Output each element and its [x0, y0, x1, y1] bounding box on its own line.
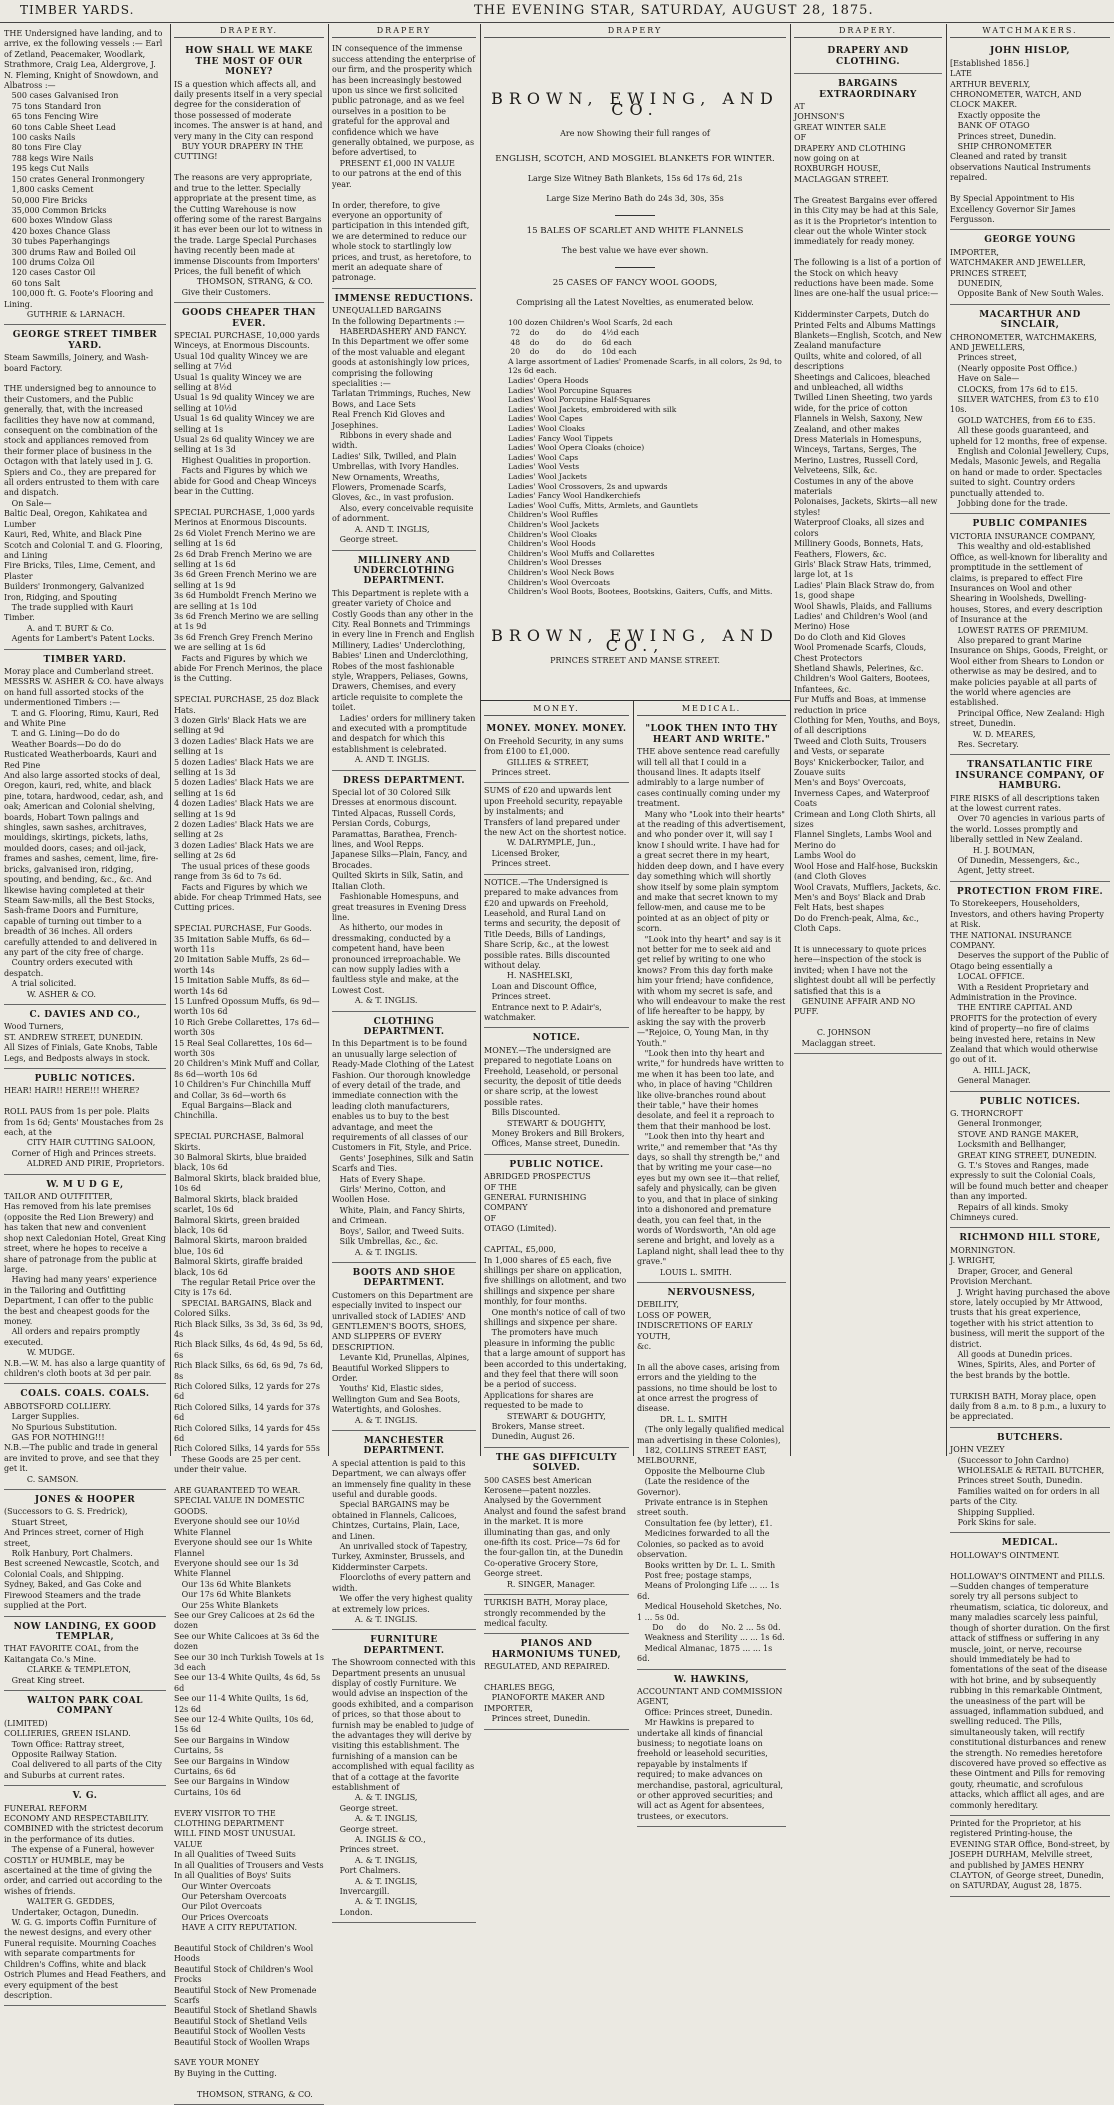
column-watchmakers	[950, 26, 1113, 1891]
advertisement	[637, 1283, 786, 1670]
advertisement-body: NOTICE.—The Undersigned is prepared to make advances from £20 and upwards on Freehold, Leasehold, and Rural Land on terms and security, the deposit of Title Deeds, Bills of Landings, Share Scrip, &c., at the lowest possible rates. Bills discounted without delay. H. NASHELSKI, Loan and Discount Office, Princes street. Entrance next to P. Adair's, watchmaker.	[484, 877, 620, 1022]
masthead	[0, 0, 1114, 23]
advertisement-body: (Successors to G. S. Fredrick), Stuart Street, And Princes street, corner of High street, Rolk Hanbury, Port Chalmers. Best screened Newcastle, Scotch, and Colonial Coals, and Shipping. Sydney, Baked, and Gas Coke and Firewood Steamers and the trade supplied at the Port.	[4, 1507, 160, 1611]
advertisement	[332, 41, 476, 288]
advertisement-title: MEDICAL.	[1001, 1538, 1059, 1549]
advertisement-title: DRESS DEPARTMENT.	[342, 775, 466, 786]
advertisement-body: This Department is replete with a greater variety of Choice and Costly Goods than any other in the City. Real Bonnets and Trimmings in every line in French and English Millinery, Ladies' Underclothing, Babies' Linen and Underclothing, Robes of the most fashionable style, Wrappers, Peliases, Gowns, Drawers, Chemises, and every article requisite to complete the toilet. Ladies' orders for millinery taken and executed with a promptitude and despatch for which this establishment is celebrated. A. AND T. INGLIS.	[332, 588, 476, 765]
advertisement-body: HOLLOWAY'S OINTMENT. HOLLOWAY'S OINTMENT and PILLS. —Sudden changes of temperature sorely try all persons subject to rheumatism, sciatica, tic doloreux, and many maladies scarcely less painful, though of shorter duration. On the first attack of stiffness or suffering in any muscle, joint, or nerve, recourse should immediately be had to fomentations of the seat of the disease with hot brine, and by subsequently rubbing in this remarkable Ointment, the uneasiness of the part will be assuaged, inflammation subdued, and swelling reduced. The Pills, simultaneously taken, will rectify constitutional disturbances and renew the strength. No remedies heretofore discovered have proved so effective as these Ointment and Pills for removing gouty, rheumatic, and scrofulous attacks, which afflict all ages, and are commonly hereditary.	[950, 1550, 1110, 1810]
advertisement-body: REGULATED, AND REPAIRED. CHARLES BEGG, PIANOFORTE MAKER AND IMPORTER, Princes street, Dunedin.	[484, 1662, 610, 1724]
column-drapery-inglis	[332, 26, 476, 1917]
advertisement-title: MANCHESTER DEPARTMENT.	[363, 1436, 445, 1457]
column-heading: DRAPERY	[332, 26, 476, 38]
advertisement	[950, 230, 1110, 304]
advertisement	[484, 1028, 629, 1154]
advertisement	[332, 289, 476, 551]
advertisement-body: THE above sentence read carefully will tell all that I could in a thousand lines. It adapts itself admirably to a large number of cases continually coming under my treatment. Many who "Look into their hearts" at the reading of this advertisement, and who ponder over it, will say I know I should write. I have had for a great secret there in my heart, hidden deep down, and I have every day something which will shortly show itself by some plain symptom and make that secret known to my fellow-men, and cause me to be pointed at as an object of pity or scorn. "Look into thy heart" and say is it not better for me to seek aid and get relief by writing to one who knows? From this day forth make him your friend; have confidence, with whom my secret is safe, and who will endeavour to make the rest of life hereafter to be happy, by asking the say with the proverb—"Rejoice, O, Young Man, in thy Youth." "Look then into thy heart and write," for hundreds have written to me when it has been too late, and who, in place of having "Children like olive-branches round about their table," have their homes desolate, and feel it a reproach to them that their manhood be lost. "Look then into thy heart and write," and remember that "As thy days, so shall thy strength be," and that by writing me your case—no eyes but my own see it—that relief, safely and physically, can be given to you, and that in place of sinking into a dishonored and premature death, you can feel that, in the words of Wordsworth, "An old age serene and bright, and lovely as a Lapland night, shall lead thee to thy grave." LOUIS L. SMITH.	[637, 747, 786, 1277]
brown-ewing-line: 15 BALES OF SCARLET AND WHITE FLANNELS	[526, 225, 744, 236]
advertisement-title: BUTCHERS.	[997, 1432, 1063, 1443]
brown-ewing-footer-sub: PRINCES STREET AND MANSE STREET.	[550, 655, 720, 665]
advertisement	[4, 1691, 166, 1786]
advertisement-body: SPECIAL PURCHASE, 10,000 yards Winceys, at Enormous Discounts. Usual 10d quality Wincey we are selling at 7½d Usual 1s quality Wincey we are selling at 8½d Usual 1s 9d quality Wincey we are selling at 10½d Usual 1s 6d quality Wincey we are selling at 1s Usual 2s 6d quality Wincey we are selling at 1s 3d Highest Qualities in proportion. Facts and Figures by which we abide for Good and Cheap Winceys bear in the Cutting. SPECIAL PURCHASE, 1,000 yards Merinos at Enormous Discounts. 2s 6d Violet French Merino we are selling at 1s 6d 2s 6d Drab French Merino we are selling at 1s 6d 3s 6d Green French Merino we are selling at 1s 9d 3s 6d Humboldt French Merino we are selling at 1s 10d 3s 6d French Merino we are selling at 1s 9d 3s 6d French Grey French Merino we are selling at 1s 6d Facts and Figures by which we abide For French Merinos, the place is the Cutting. SPECIAL PURCHASE, 25 doz Black Hats. 3 dozen Girls' Black Hats we are selling at 9d 3 dozen Ladies' Black Hats we are selling at 1s 5 dozen Ladies' Black Hats we are selling at 1s 3d 5 dozen Ladies' Black Hats we are selling at 1s 6d 4 dozen Ladies' Black Hats we are selling at 1s 9d 2 dozen Ladies' Black Hats we are selling at 2s 3 dozen Ladies' Black Hats we are selling at 2s 6d The usual prices of these goods range from 3s 6d to 7s 6d. Facts and Figures by which we abide. For cheap Trimmed Hats, see Cutting prices. SPECIAL PURCHASE, Fur Goods. 35 Imitation Sable Muffs, 6s 6d—worth 11s 20 Imitation Sable Muffs, 2s 6d—worth 14s 15 Imitation Sable Muffs, 8s 6d—worth 14s 6d 15 Lunfred Opossum Muffs, 6s 9d—worth 10s 6d 10 Rich Grebe Collarettes, 17s 6d—worth 30s 15 Real Seal Collarettes, 10s 6d—worth 30s 20 Children's Mink Muff and Collar, 8s 6d—worth 10s 6d 10 Children's Fur Chinchilla Muff and Collar, 3s 6d—worth 6s Equal Bargains—Black and Chinchilla. SPECIAL PURCHASE, Balmoral Skirts. 30 Balmoral Skirts, blue braided black, 10s 6d Balmoral Skirts, black braided blue, 10s 6d Balmoral Skirts, black braided scarlet, 10s 6d Balmoral Skirts, green braided black, 10s 6d Balmoral Skirts, maroon braided blue, 10s 6d Balmoral Skirts, giraffe braided black, 10s 6d The regular Retail Price over the City is 17s 6d. SPECIAL BARGAINS, Black and Colored Silks. Rich Black Silks, 3s 3d, 3s 6d, 3s 9d, 4s Rich Black Silks, 4s 6d, 4s 9d, 5s 6d, 6s Rich Black Silks, 6s 6d, 6s 9d, 7s 6d, 8s Rich Colored Silks, 12 yards for 27s 6d Rich Colored Silks, 14 yards for 37s 6d Rich Colored Silks, 14 yards for 45s 6d Rich Colored Silks, 14 yards for 55s These Goods are 25 per cent. under their value. ARE GUARANTEED TO WEAR. SPECIAL VALUE IN DOMESTIC GOODS. Everyone should see our 10½d White Flannel Everyone should see our 1s White Flannel Everyone should see our 1s 3d White Flannel Our 13s 6d White Blankets Our 17s 6d White Blankets Our 25s White Blankets See our Grey Calicoes at 2s 6d the dozen See our White Calicoes at 3s 6d the dozen See our 30 inch Turkish Towels at 1s 3d each See our 13-4 White Quilts, 4s 6d, 5s 6d See our 11-4 White Quilts, 1s 6d, 12s 6d See our 12-4 White Quilts, 10s 6d, 15s 6d See our Bargains in Window Curtains, 5s See our Bargains in Window Curtains, 6s 6d See our Bargains in Window Curtains, 10s 6d EVERY VISITOR TO THE CLOTHING DEPARTMENT WILL FIND MOST UNUSUAL VALUE In all Qualities of Tweed Suits In all Qualities of Trousers and Vests In all Qualities of Boys' Suits Our Winter Overcoats Our Petersham Overcoats Our Pilot Overcoats Our Prices Overcoats HAVE A CITY REPUTATION. Beautiful Stock of Children's Wool Hoods Beautiful Stock of Children's Wool Frocks Beautiful Stock of New Promenade Scarfs Beautiful Stock of Shetland Shawls Beautiful Stock of Shetland Veils Beautiful Stock of Woollen Vests Beautiful Stock of Woollen Wraps SAVE YOUR MONEY By Buying in the Cutting. THOMSON, STRANG, & CO.	[174, 330, 324, 2099]
advertisement-title: NOW LANDING, EX GOOD TEMPLAR,	[13, 1621, 157, 1642]
advertisement-title: CLOTHING DEPARTMENT.	[363, 1016, 445, 1037]
advertisement	[950, 1533, 1110, 1816]
column-medical	[637, 704, 786, 1821]
advertisement-body: Customers on this Department are especially invited to inspect our unrivalled stock of LADIES' AND GENTLEMEN'S BOOTS, SHOES, AND SLIPPERS OF EVERY DESCRIPTION. Levante Kid, Prunellas, Alpines, Beautiful Worked Slippers to Order. Youths' Kid, Elastic sides, Wellington Gum and Sea Boots, Watertights, and Goloshes. A. & T. INGLIS.	[332, 1290, 473, 1425]
advertisement-body: MONEY.—The undersigned are prepared to negotiate Loans on Freehold, Leasehold, or personal security, the deposit of title deeds or share scrip, at the lowest possible rates. Bills Discounted. STEWART & DOUGHTY, Money Brokers and Bill Brokers, Offices, Manse street, Dunedin.	[484, 1045, 625, 1149]
advertisement-title: PIANOS AND HARMONIUMS TUNED,	[491, 1639, 622, 1660]
column-heading: DRAPERY.	[794, 26, 942, 38]
brown-ewing-line: Large Size Merino Bath do 24s 3d, 30s, 35s	[546, 194, 724, 204]
advertisement	[4, 1490, 166, 1616]
column-divider	[790, 24, 791, 1456]
advertisement-body: On Freehold Security, in any sums from £100 to £1,000. GILLIES & STREET, Princes street.	[484, 736, 624, 778]
advertisement-title: BARGAINS EXTRAORDINARY	[819, 79, 917, 100]
advertisement	[332, 1630, 476, 1923]
brown-ewing-lines	[484, 129, 786, 308]
advertisement-body: HEAR! HAIR!! HERE!!! WHERE? ROLL PAUS from 1s per pole. Plaits from 1s 6d; Gents' Moustaches from 2s each, at the CITY HAIR CUTTING SALOON, Corner of High and Princes streets. ALDRED AND PIRIE, Proprietors.	[4, 1086, 165, 1169]
advertisement-title: PUBLIC NOTICES.	[34, 1074, 136, 1084]
advertisement	[484, 719, 629, 783]
advertisement-body: AT JOHNSON'S GREAT WINTER SALE OF DRAPERY AND CLOTHING now going on at ROXBURGH HOUSE, MACLAGGAN STREET. The Greatest Bargains ever offered in this City may be had at this Sale, as it is the Proprietor's intention to clear out the whole Winter stock immediately for ready money. The following is a list of a portion of the Stock on which heavy reductions have been made. Some lines are one-half the usual price:— Kidderminster Carpets, Dutch do Printed Felts and Albums Mattings Blankets—English, Scotch, and New Zealand manufacture Quilts, white and colored, of all descriptions Sheetings and Calicoes, bleached and unbleached, all widths Twilled Linen Sheeting, two yards wide, for the price of cotton Flannels in Welsh, Saxony, New Zealand, and other makes Dress Materials in Homespuns, Winceys, Tartans, Serges, The Merino, Lustres, Russell Cord, Velveteens, Silk, &c. Costumes in any of the above materials Polonaises, Jackets, Skirts—all new styles! Waterproof Cloaks, all sizes and colors Millinery Goods, Bonnets, Hats, Feathers, Flowers, &c. Girls' Black Straw Hats, trimmed, large lot, at 1s Ladies' Plain Black Straw do, from 1s, good shape Wool Shawls, Plaids, and Falliums Ladies' and Children's Wool (and Merino) Hose Do do Cloth and Kid Gloves Wool Promenade Scarfs, Clouds, Chest Protectors Shetland Shawls, Pelerines, &c. Children's Wool Gaiters, Bootees, Infantees, &c. Fur Muffs and Boas, at immense reduction in price Clothing for Men, Youths, and Boys, of all descriptions Tweed and Cloth Suits, Trousers and Vests, or separate Boys' Knickerbocker, Tailor, and Zouave suits Men's and Boys' Overcoats, Inverness Capes, and Waterproof Coats Crimean and Long Cloth Shirts, all sizes Flannel Singlets, Lambs Wool and Merino do Lambs Wool do Wool Hose and Half-hose, Buckskin (and Cloth Gloves Wool Cravats, Mufflers, Jackets, &c. Men's and Boys' Black and Drab Felt Hats, best shapes Do do French-peak, Alma, &c., Cloth Caps. It is unnecessary to quote prices here—inspection of the stock is invited; when I have not the slightest doubt all will be perfectly satisfied that this is a GENUINE AFFAIR AND NO PUFF. C. JOHNSON Maclaggan street.	[794, 102, 942, 1048]
brown-ewing-line: The best value we have ever shown.	[561, 246, 709, 256]
advertisement-body: ABBOTSFORD COLLIERY. Larger Supplies. No Spurious Substitution. GAS FOR NOTHING!!! N.B.—The public and trade in general are invited to prove, and see that they get it. C. SAMSON.	[4, 1401, 160, 1484]
column-heading: DRAPERY	[484, 26, 786, 38]
advertisement	[950, 41, 1110, 230]
advertisement-title: C. DAVIES AND CO.,	[29, 1009, 141, 1020]
advertisement-title: WALTON PARK COAL COMPANY	[27, 1695, 143, 1717]
advertisement-body: TURKISH BATH, Moray place, strongly recommended by the medical faculty.	[484, 1598, 611, 1628]
advertisement-title: GEORGE YOUNG	[984, 235, 1076, 246]
advertisement-title: NOTICE.	[532, 1033, 581, 1044]
advertisement	[4, 1384, 166, 1490]
masthead-title: THE EVENING STAR, SATURDAY, AUGUST 28, 1875.	[474, 3, 874, 18]
advertisement-body: To Storekeepers, Householders, Investors, and others having Property at Risk. THE NATIONAL INSURANCE COMPANY. Deserves the support of the Public of Otago being essentially a LOCAL OFFICE. With a Resident Proprietary and Administration in the Province. THE ENTIRE CAPITAL AND PROFITS for the protection of every kind of property—no fire of claims being invested here, retains in New Zealand that which would otherwise go out of it. A. HILL JACK, General Manager.	[950, 899, 1109, 1086]
advertisement	[4, 26, 166, 325]
section-rule	[480, 700, 790, 701]
advertisement	[4, 1069, 166, 1175]
advertisement	[174, 303, 324, 2105]
advertisement	[637, 719, 786, 1283]
advertisement-title: MILLINERY AND UNDERCLOTHING DEPARTMENT.	[353, 555, 455, 587]
column-divider	[328, 24, 329, 1456]
advertisement-body: SUMS of £20 and upwards lent upon Freehold security, repayable by instalments; and Transfers of land prepared under the new Act on the shortest notice. W. DALRYMPLE, Jun., Licensed Broker, Princes street.	[484, 786, 627, 869]
brown-ewing-footer-title: BROWN, EWING, AND CO.,	[491, 625, 779, 656]
column-drapery-johnson	[794, 26, 942, 1456]
advertisement-body: FIRE RISKS of all descriptions taken at the lowest current rates. Over 70 agencies in various parts of the world. Losses promptly and liberally settled in New Zealand. H. J. BOUMAN, Of Dunedin, Messengers, &c., Agent, Jetty street.	[950, 793, 1105, 876]
advertisement-title: HOW SHALL WE MAKE THE MOST OF OUR MONEY?	[185, 46, 313, 78]
advertisement-title: PROTECTION FROM FIRE.	[956, 886, 1104, 897]
advertisement-title: GOODS CHEAPER THAN EVER.	[182, 308, 316, 329]
column-divider	[946, 24, 947, 1456]
advertisement-title: PUBLIC COMPANIES	[972, 519, 1088, 530]
advertisement	[484, 1448, 629, 1595]
advertisement	[794, 74, 942, 1054]
advertisement-title: RICHMOND HILL STORE,	[959, 1233, 1101, 1244]
advertisement	[950, 882, 1110, 1092]
advertisement-body: Wood Turners, ST. ANDREW STREET, DUNEDIN. All Sizes of Finials, Gate Knobs, Table Legs, and Bedposts always in stock.	[4, 1022, 158, 1063]
advertisement-title: "LOOK THEN INTO THY HEART AND WRITE."	[645, 724, 778, 745]
advertisement-body: MORNINGTON. J. WRIGHT, Draper, Grocer, and General Provision Merchant. J. Wright having purchased the above store, lately occupied by Mr Attwood, trusts that his great experience, together with his strict attention to business, will merit the support of the district. All goods at Dunedin prices. Wines, Spirits, Ales, and Porter of the best brands by the bottle. TURKISH BATH, Moray place, open daily from 8 a.m. to 8 p.m., a luxury to be appreciated.	[950, 1245, 1111, 1422]
advertisement-body: G. THORNCROFT General Ironmonger, STOVE AND RANGE MAKER, Locksmith and Bellhanger, GREAT KING STREET, DUNEDIN. G. T.'s Stoves and Ranges, made expressly to suit the Colonial Coals, will be found much better and cheaper than any imported. Repairs of all kinds. Smoky Chimneys cured.	[950, 1109, 1108, 1223]
advertisement	[174, 41, 324, 303]
advertisement	[484, 875, 629, 1029]
advertisement	[4, 1175, 166, 1385]
advertisement-body: DEBILITY, LOSS OF POWER, INDISCRETIONS OF EARLY YOUTH, &c. In all the above cases, arising from errors and the yielding to the passions, no time should be lost to at once arrest the progress of disease. DR. L. L. SMITH (The only legally qualified medical man advertising in these Colonies), 182, COLLINS STREET EAST, MELBOURNE, Opposite the Melbourne Club (Late the residence of the Governor). Private entrance is in Stephen street south. Consultation fee (by letter), £1. Medicines forwarded to all the Colonies, so packed as to avoid observation. Books written by Dr. L. L. Smith Post free; postage stamps, Means of Prolonging Life ... ... 1s 6d. Medical Household Sketches, No. 1 ... 5s 0d. Do do do No. 2 ... 5s 0d. Weakness and Sterility ... ... 1s 6d. Medical Almanac, 1875 ... ... 1s 6d.	[637, 1300, 785, 1664]
advertisement-title: W. M U D G E,	[46, 1179, 124, 1190]
masthead-left: TIMBER YARDS.	[20, 3, 135, 17]
column-timber-yards	[4, 26, 167, 2000]
advertisement	[4, 325, 166, 649]
advertisement-body: Special lot of 30 Colored Silk Dresses at enormous discount. Tinted Alpacas, Russell Cords, Persian Cords, Coburgs, Paramattas, Barathea, French-lines, and Wool Repps. Japanese Silks—Plain, Fancy, and Brocades. Quilted Skirts in Silk, Satin, and Italian Cloth. Fashionable Homespuns, and great treasures in Evening Dress line. As hitherto, our modes in dressmaking, conducted by a competent hand, have been pronounced irreproachable. We can now supply ladies with a faultless style and make, at the Lowest Cost. A. & T. INGLIS.	[332, 788, 468, 1006]
advertisement	[950, 755, 1110, 881]
advertisement-title: TIMBER YARD.	[43, 654, 127, 665]
advertisement-title: FURNITURE DEPARTMENT.	[363, 1635, 445, 1656]
column-money	[484, 704, 629, 1724]
column-heading: MONEY.	[484, 704, 629, 716]
section-rule	[615, 267, 655, 268]
advertisement-body: IN consequence of the immense success attending the enterprise of our firm, and the prosperity which has been increasingly bestowed upon us since we first solicited public patronage, and as we feel ourselves in a position to be grateful for the approval and confidence which we have generally obtained, we purpose, as before advertised, to PRESENT £1,000 IN VALUE to our patrons at the end of this year. In order, therefore, to give everyone an opportunity of participation in this intended gift, we are determined to reduce our whole stock to startlingly low prices, and trust, as heretofore, to merit an adequate share of patronage.	[332, 44, 476, 283]
advertisement-body: [Established 1856.] LATE ARTHUR BEVERLY, CHRONOMETER, WATCH, AND CLOCK MAKER. Exactly opposite the BANK OF OTAGO Princes street, Dunedin. SHIP CHRONOMETER Cleaned and rated by transit observations Nautical Instruments repaired. By Special Appointment to His Excellency Governor Sir James Fergusson.	[950, 58, 1091, 224]
advertisement-body: (LIMITED) COLLIERIES, GREEN ISLAND. Town Office: Rattray street, Opposite Railway Station. Coal delivered to all parts of the City and Suburbs at current rates.	[4, 1718, 162, 1780]
advertisement	[950, 1092, 1110, 1229]
advertisement	[332, 771, 476, 1012]
advertisement-body: IMPORTER, WATCHMAKER AND JEWELLER, PRINCES STREET, DUNEDIN, Opposite Bank of New South Wales.	[950, 247, 1104, 299]
advertisement-title: JOHN HISLOP,	[989, 46, 1071, 57]
advertisement	[332, 551, 476, 771]
advertisement	[794, 41, 942, 74]
advertisement-title: MACARTHUR AND SINCLAIR,	[979, 309, 1081, 331]
advertisement-body: IS a question which affects all, and daily presents itself in a very special degree for the consideration of those possessed of moderate incomes. The answer is at hand, and very many in the City can respond BUY YOUR DRAPERY IN THE CUTTING! The reasons are very appropriate, and true to the letter. Specially appropriate at the present time, as the Cutting Warehouse is now offering some of the rarest Bargains it has ever been our lot to witness in the trade. Large Special Purchases having recently been made at immense Discounts from Importers' Prices, the full benefit of which THOMSON, STRANG, & CO. Give their Customers.	[174, 79, 323, 297]
column-heading: DRAPERY.	[174, 26, 324, 38]
advertisement	[332, 1263, 476, 1431]
advertisement-title: W. HAWKINS,	[673, 1674, 750, 1685]
advertisement	[4, 1005, 166, 1069]
advertisement	[637, 1670, 786, 1828]
advertisement-body: UNEQUALLED BARGAINS In the following Departments :— HABERDASHERY AND FANCY. In this Department we offer some of the most valuable and elegant goods at astonishingly low prices, comprising the following specialities :— Tarlatan Trimmings, Ruches, New Bows, and Lace Sets Real French Kid Gloves and Josephines. Ribbons in every shade and width. Ladies' Silk, Twilled, and Plain Umbrellas, with Ivory Handles. New Ornaments, Wreaths, Flowers, Promenade Scarfs, Gloves, &c., in vast profusion. Also, every conceivable requisite of adornment. A. AND T. INGLIS, George street.	[332, 306, 474, 545]
advertisement	[4, 1617, 166, 1691]
advertisement	[950, 1428, 1110, 1534]
advertisement	[484, 1155, 629, 1448]
advertisement-body: Printed for the Proprietor, at his registered Printing-house, the EVENING STAR Office, Bond-street, by JOSEPH DURHAM, Melville street, and published by JAMES HENRY CLAYTON, of George street, Dunedin, on SATURDAY, August 28, 1875.	[950, 1819, 1113, 1891]
advertisement	[332, 1431, 476, 1630]
advertisement-body: ABRIDGED PROSPECTUS OF THE GENERAL FURNISHING COMPANY OF OTAGO (Limited). CAPITAL, £5,000, In 1,000 shares of £5 each, five shillings per share on application, five shillings on allotment, and two shillings and sixpence per share monthly, for four months. One month's notice of call of two shillings and sixpence per share. The promoters have much pleasure in informing the public that a large amount of support has been accorded to this undertaking, and they feel that there will soon be a period of success. Applications for shares are requested to be made to STEWART & DOUGHTY, Brokers, Manse street. Dunedin, August 26.	[484, 1172, 627, 1442]
column-divider	[170, 24, 171, 1456]
advertisement-body: In this Department is to be found an unusually large selection of Ready-Made Clothing of the Latest Fashion. Our thorough knowledge of every detail of the trade, and immediate connection with the leading cloth manufacturers, enables us to buy to the best advantage, and meet the requirements of all classes of our Customers in Fit, Style, and Price. Gents' Josephines, Silk and Satin Scarfs and Ties. Hats of Every Shape. Girls' Merino, Cotton, and Woollen Hose. White, Plain, and Fancy Shirts, and Crimean. Boys', Sailor, and Tweed Suits. Silk Umbrellas, &c., &c. A. & T. INGLIS.	[332, 1039, 474, 1257]
advertisement	[332, 1012, 476, 1263]
advertisement	[484, 1595, 629, 1634]
advertisement-title: JONES & HOOPER	[34, 1495, 136, 1506]
advertisement-body: 500 CASES best American Kerosene—patent nozzles. Analysed by the Government Analyst and found the safest brand in the market. It is more illuminating than gas, and only one-fifth its cost. Price—7s 6d for the four-gallon tin, at the Dunedin Co-operative Grocery Store, George street. R. SINGER, Manager.	[484, 1475, 627, 1589]
advertisement-body: Moray place and Cumberland street. MESSRS W. ASHER & CO. have always on hand full assorted stocks of the undermentioned Timbers :— T. and G. Flooring, Rimu, Kauri, Red and White Pine T. and G. Lining—Do do do Weather Boards—Do do do Rusticated Weatherboards, Kauri and Red Pine And also large assorted stocks of deal, Oregon, kauri, red, white, and black pine, totara, hardwood, cedar, ash, and oak; American and Colonial shelving, boards, Hobart Town palings and shingles, sawn sashes, architraves, mouldings, skirtings, pickets, laths, moulded doors, cases; and oil-jack, frames and sashes, cement, lime, fire-bricks, galvanised iron, ridging, spouting, and bending, &c., &c. And likewise having completed at their Steam Saw-mills, all the Best Stocks, Sash-frame Doors and Furniture, capable of turning out timber to a breadth of 36 inches. All orders carefully attended to and delivered in any part of the city free of charge. Country orders executed with despatch. A trial solicited. W. ASHER & CO.	[4, 666, 164, 999]
advertisement	[950, 305, 1110, 515]
advertisement	[484, 783, 629, 874]
advertisement-title: IMMENSE REDUCTIONS.	[334, 293, 474, 304]
advertisement-body: JOHN VEZEY (Successor to John Cardno) WHOLESALE & RETAIL BUTCHER, Princes street South, Dunedin. Families waited on for orders in all parts of the City. Shipping Supplied. Pork Skins for sale.	[950, 1445, 1105, 1528]
brown-ewing-line: ENGLISH, SCOTCH, AND MOSGIEL BLANKETS FOR WINTER.	[495, 153, 775, 164]
advertisement-body: THAT FAVORITE COAL, from the Kaitangata Co.'s Mine. CLARKE & TEMPLETON, Great King street.	[4, 1644, 139, 1685]
column-heading: MEDICAL.	[637, 704, 786, 716]
advertisement-body: FUNERAL REFORM ECONOMY AND RESPECTABILITY. COMBINED with the strictest decorum in the performance of its duties. The expense of a Funeral, however COSTLY or HUMBLE, may be ascertained at the time of giving the order, and carried out according to the wishes of friends. WALTER G. GEDDES, Undertaker, Octagon, Dunedin. W. G. G. imports Coffin Furniture of the newest designs, and every other Funeral requisite. Mourning Coaches with separate compartments for Children's Coffins, white and black Ostrich Plumes and Head Feathers, and every equipment of the best description.	[4, 1803, 167, 2000]
advertisement-title: PUBLIC NOTICE.	[509, 1159, 604, 1170]
advertisement-title: NERVOUSNESS,	[667, 1287, 756, 1298]
section-rule	[615, 215, 655, 216]
advertisement	[950, 514, 1110, 755]
advertisement-title: THE GAS DIFFICULTY SOLVED.	[495, 1452, 618, 1474]
advertisement	[484, 1634, 629, 1729]
advertisement-title: DRAPERY AND CLOTHING.	[827, 46, 909, 67]
advertisement-body: The Showroom connected with this Department presents an unusual display of costly Furniture. We would advise an inspection of the goods exhibited, and a comparison of prices, so that those about to furnish may be enabled to judge of the advantages they will derive by visiting this establishment. The furnishing of a mansion can be accomplished with equal facility as that of a cottage at the favorite establishment of A. & T. INGLIS, George street. A. & T. INGLIS, George street. A. INGLIS & CO., Princes street. A. & T. INGLIS, Port Chalmers. A. & T. INGLIS, Invercargill. A. & T. INGLIS, London.	[332, 1658, 476, 1917]
advertisement-title: MONEY. MONEY. MONEY.	[486, 724, 627, 735]
advertisement-body: TAILOR AND OUTFITTER, Has removed from his late premises (opposite the Red Lion Brewery) and has taken that new and convenient shop next Caledonian Hotel, Great King street, where he hopes to receive a share of patronage from the public at large. Having had many years' experience in the Tailoring and Outfitting Department, I can offer to the public the best and cheapest goods for the money. All orders and repairs promptly executed. W. MUDGE. N.B.—W. M. has also a large quantity of children's cloth boots at 3d per pair.	[4, 1192, 166, 1378]
column-divider	[480, 24, 481, 1456]
advertisement	[950, 1816, 1113, 1897]
advertisement-title: GEORGE STREET TIMBER YARD.	[12, 330, 158, 351]
advertisement-title: BOOTS AND SHOE DEPARTMENT.	[352, 1267, 456, 1289]
advertisement-title: COALS. COALS. COALS.	[20, 1389, 150, 1400]
brown-ewing-ad	[484, 26, 786, 698]
column-divider	[633, 700, 634, 1456]
brown-ewing-line: Are now Showing their full ranges of	[560, 129, 710, 139]
advertisement-title: V. G.	[72, 1791, 98, 1802]
advertisement-body: CHRONOMETER, WATCHMAKERS, AND JEWELLERS, Princes street, (Nearly opposite Post Office.) Have on Sale— CLOCKS, from 17s 6d to £15. SILVER WATCHES, from £3 to £10 10s. GOLD WATCHES, from £6 to £35. All these goods guaranteed, and upheld for 12 months, free of expense. English and Colonial Jewellery, Cups, Medals, Masonic Jewels, and Regalia on hand or made to order. Spectacles suited to sight. Country orders punctually attended to. Jobbing done for the trade.	[950, 332, 1109, 509]
brown-ewing-line: 25 CASES OF FANCY WOOL GOODS,	[552, 277, 718, 288]
brown-ewing-title: BROWN, EWING, AND CO.	[491, 89, 779, 119]
advertisement	[4, 650, 166, 1005]
brown-ewing-line: Large Size Witney Bath Blankets, 15s 6d 17s 6d, 21s	[527, 174, 743, 184]
advertisement-body: Steam Sawmills, Joinery, and Wash-board Factory. THE undersigned beg to announce to their Customers, and the Public generally, that, with the increased facilities they have now at command, consequent on the combination of the stock and appliances removed from their former place of business in the Octagon with that lately used in J. G. Spiers and Co., they are prepared for all orders entrusted to them with care and dispatch. On Sale— Baltic Deal, Oregon, Kahikatea and Lumber Kauri, Red, White, and Black Pine Scotch and Colonial T. and G. Flooring, and Lining Fire Bricks, Tiles, Lime, Cement, and Plaster Builders' Ironmongery, Galvanized Iron, Ridging, and Spouting The trade supplied with Kauri Timber. A. and T. BURT & Co. Agents for Lambert's Patent Locks.	[4, 353, 163, 644]
column-drapery-cutting	[174, 26, 324, 2099]
advertisement	[950, 1228, 1110, 1427]
advertisement-title: PUBLIC NOTICES.	[979, 1096, 1081, 1107]
advertisement-body: VICTORIA INSURANCE COMPANY, This wealthy and old-established Office, as well-known for liberality and promptitude in the settlement of claims, is prepared to effect Fire Insurances on Wool and other Shearing in Woolsheds, Dwelling-houses, Stores, and every description of Insurance at the LOWEST RATES OF PREMIUM. Also prepared to grant Marine Insurance on Ships, Goods, Freight, or Wool either from Shears to London or otherwise as may be desired, and to make policies payable at all parts of the world where agencies are established. Principal Office, New Zealand: High street, Dunedin. W. D. MEARES, Res. Secretary.	[950, 531, 1108, 749]
advertisement-body: A special attention is paid to this Department, we can always offer an immensely fine quality in these useful and durable goods. Special BARGAINS may be obtained in Flannels, Calicoes, Chintzes, Curtains, Plain, Lace, and Linen. An unrivalled stock of Tapestry, Turkey, Axminster, Brussels, and Kidderminster Carpets. Floorcloths of every pattern and width. We offer the very highest quality at extremely low prices. A. & T. INGLIS.	[332, 1458, 473, 1624]
advertisement-title: TRANSATLANTIC FIRE INSURANCE COMPANY, OF HAMBURG.	[955, 760, 1105, 792]
advertisement	[4, 1786, 166, 2006]
advertisement-body: ACCOUNTANT AND COMMISSION AGENT, Office: Princes street, Dunedin. Mr Hawkins is prepared to undertake all kinds of financial business; to negotiate loans on freehold or leasehold securities, repayable by instalments if required; to make advances on merchandise, pastoral, agricultural, or other approved securities; and will act as Agent for absentees, trustees, or executors.	[637, 1686, 784, 1821]
advertisement-body: THE Undersigned have landing, and to arrive, ex the following vessels :— Earl of Zetland, Peacemaker, Woodlark, Strathmore, Craig Lea, Aldergrove, J. N. Fleming, Knight of Snowdown, and Albatross :— 500 cases Galvanised Iron 75 tons Standard Iron 65 tons Fencing Wire 60 tons Cable Sheet Lead 100 casks Nails 80 tons Fire Clay 788 kegs Wire Nails 195 kegs Cut Nails 150 crates General Ironmongery 1,800 casks Cement 50,000 Fire Bricks 35,000 Common Bricks 600 boxes Window Glass 420 boxes Chance Glass 30 tubes Paperhangings 300 drums Raw and Boiled Oil 100 drums Colza Oil 120 cases Castor Oil 60 tons Salt 100,000 ft. G. Foote's Flooring and Lining. GUTHRIE & LARNACH.	[4, 29, 163, 319]
brown-ewing-line: Comprising all the Latest Novelties, as enumerated below.	[516, 298, 754, 308]
column-heading: WATCHMAKERS.	[950, 26, 1110, 38]
brown-ewing-list: 100 dozen Children's Wool Scarfs, 2d each 72 do do do 4½d each 48 do do do 6d each 20 do do do 10d each A large assortment of Ladies' Promenade Scarfs, in all colors, 2s 9d, to 12s 6d each. Ladies' Opera Hoods Ladies' Wool Porcupine Squares Ladies' Wool Porcupine Half-Squares Ladies' Wool Jackets, embroidered with silk Ladies' Wool Capes Ladies' Wool Cloaks Ladies' Fancy Wool Tippets Ladies' Wool Opera Cloaks (choice) Ladies' Wool Caps Ladies' Wool Vests Ladies' Wool Jackets Ladies' Wool Crossovers, 2s and upwards Ladies' Fancy Wool Handkerchiefs Ladies' Wool Cuffs, Mitts, Armlets, and Gauntlets Children's Wool Ruffles Children's Wool Jackets Children's Wool Cloaks Children's Wool Hoods Children's Wool Muffs and Collarettes Children's Wool Dresses Children's Wool Neck Bows Children's Wool Overcoats Children's Wool Boots, Bootees, Bootskins, Gaiters, Cuffs, and Mitts.	[508, 318, 782, 597]
